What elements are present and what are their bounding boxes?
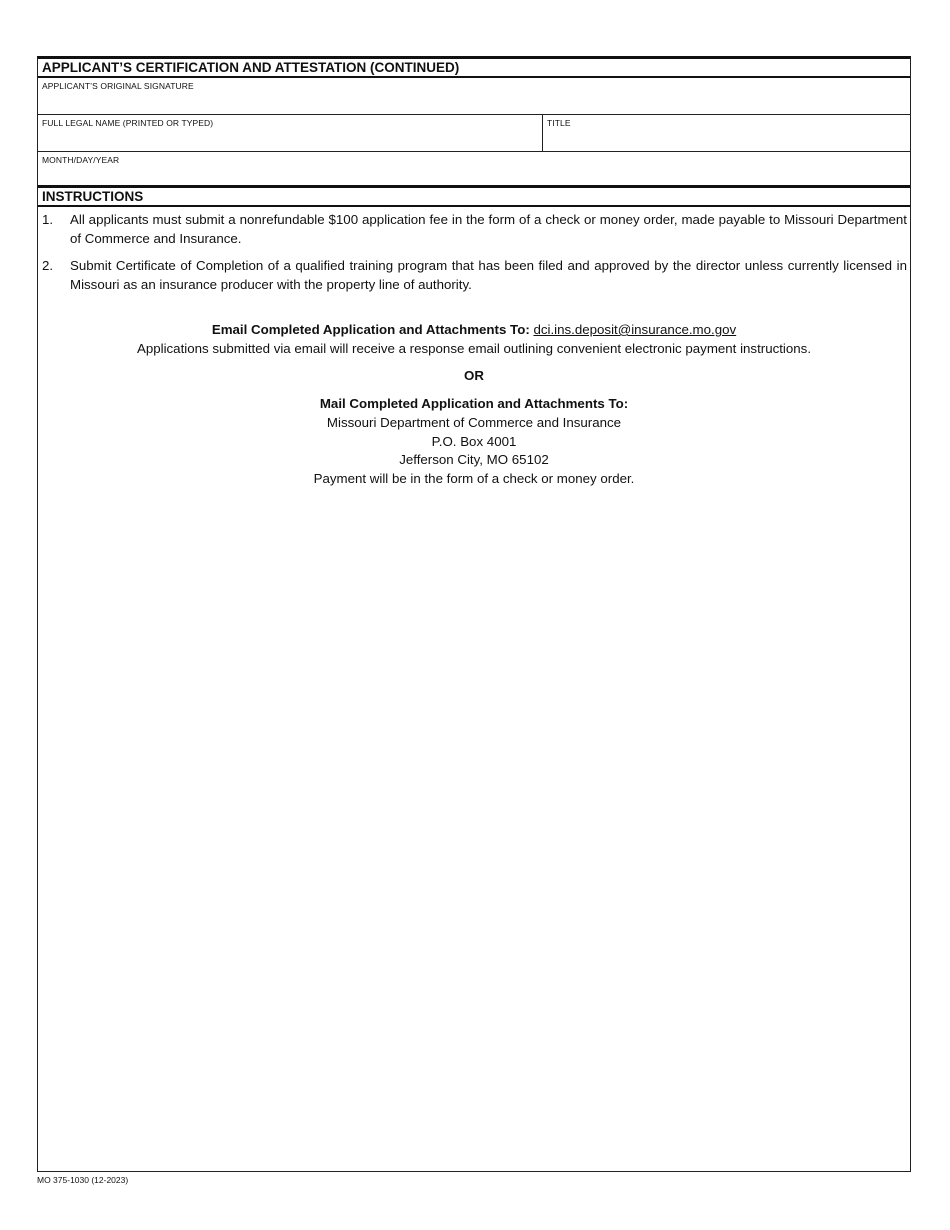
mail-recipient: Missouri Department of Commerce and Insurance bbox=[326, 414, 622, 430]
instructions-heading: INSTRUCTIONS bbox=[38, 188, 910, 207]
signature-row bbox=[38, 78, 910, 115]
date-row bbox=[38, 152, 910, 188]
email-label: Email Completed Application and Attachments To: bbox=[211, 322, 530, 337]
instruction-number: 1. bbox=[42, 212, 54, 227]
name-title-row bbox=[38, 115, 910, 152]
instructions-list bbox=[38, 210, 910, 294]
signature-label: APPLICANT’S ORIGINAL SIGNATURE bbox=[42, 81, 194, 91]
mail-city-state: Jefferson City, MO 65102 bbox=[399, 452, 549, 468]
date-label: MONTH/DAY/YEAR bbox=[42, 155, 120, 165]
signature-field[interactable] bbox=[38, 78, 910, 114]
title-field[interactable] bbox=[543, 115, 910, 151]
mail-payment-note: Payment will be in the form of a check or money order. bbox=[313, 470, 635, 486]
or-divider: OR bbox=[464, 368, 484, 384]
mail-instructions bbox=[38, 395, 910, 489]
instruction-text: All applicants must submit a nonrefundable $100 application fee in the form of a check or money order, made payable to Missouri Department of Commerce and Insurance. bbox=[70, 212, 907, 246]
instruction-text: Submit Certificate of Completion of a qualified training program that has been filed and approved by the director unless currently licensed in Missouri as an insurance producer with the property line of authority. bbox=[70, 258, 907, 292]
instruction-item bbox=[42, 256, 907, 294]
mail-po-box: P.O. Box 4001 bbox=[431, 433, 517, 449]
date-field[interactable] bbox=[38, 152, 910, 185]
application-form bbox=[37, 56, 911, 1172]
full-name-label: FULL LEGAL NAME (PRINTED OR TYPED) bbox=[42, 118, 214, 128]
mail-label: Mail Completed Application and Attachments To: bbox=[319, 396, 629, 412]
email-note: Applications submitted via email will receive a response email outlining convenient electronic payment instructions. bbox=[136, 340, 812, 356]
title-label: TITLE bbox=[547, 118, 571, 128]
email-instructions bbox=[38, 321, 910, 358]
instruction-number: 2. bbox=[42, 258, 54, 273]
email-link[interactable]: dci.ins.deposit@insurance.mo.gov bbox=[533, 322, 737, 337]
full-name-field[interactable] bbox=[38, 115, 543, 151]
form-id: MO 375-1030 (12-2023) bbox=[37, 1175, 129, 1185]
instruction-item bbox=[42, 210, 907, 248]
certification-heading: APPLICANT’S CERTIFICATION AND ATTESTATION (CONTINUED) bbox=[38, 59, 910, 78]
